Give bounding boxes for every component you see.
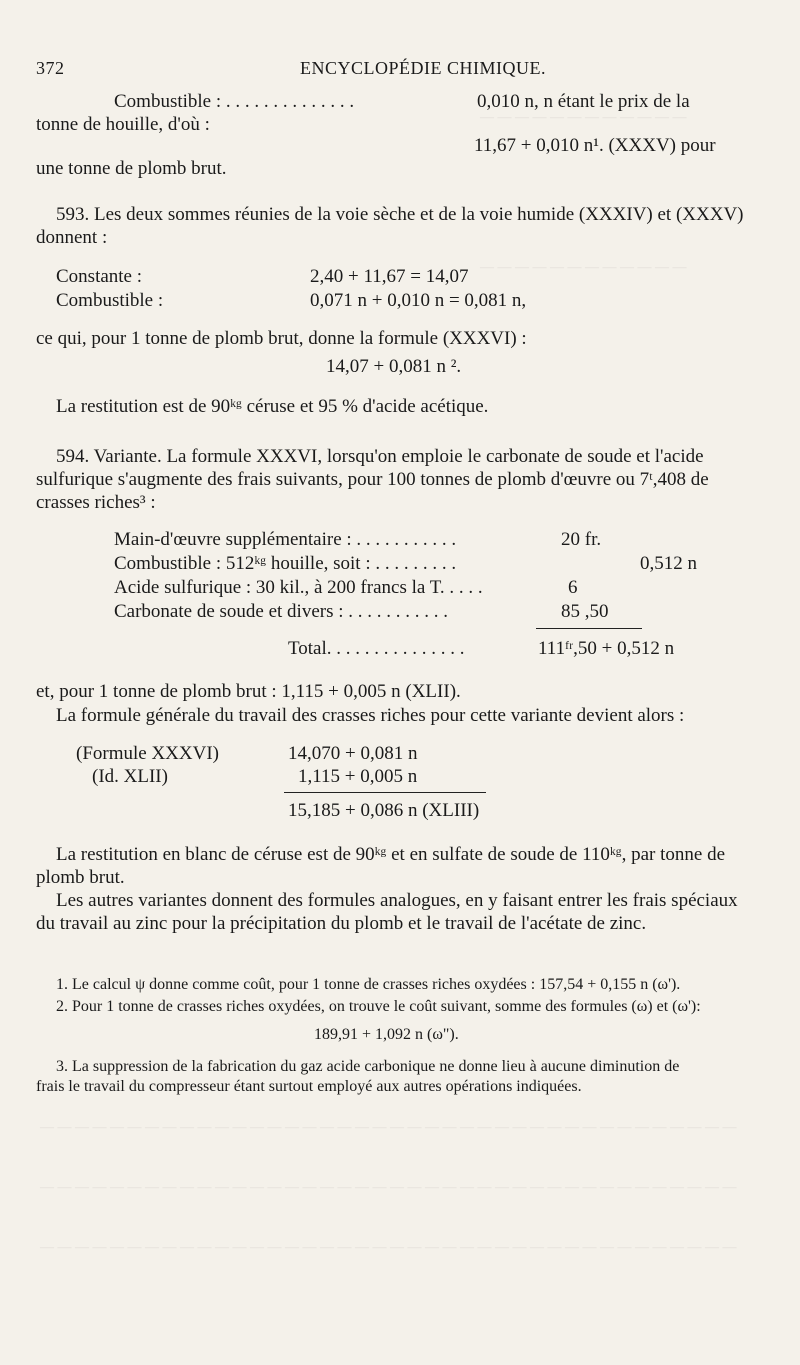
paragraph-594-line7: plomb brut. [36, 867, 125, 888]
cost-item-label: Acide sulfurique : 30 kil., à 200 francs la T. . . . . [114, 577, 483, 598]
paragraph-594-line5: La formule générale du travail des crasses riches pour cette variante devient alors : [56, 705, 685, 726]
footnote-3-line1: 3. La suppression de la fabrication du gaz acide carbonique ne donne lieu à aucune diminution de [56, 1058, 680, 1075]
formula-row-value: 1,115 + 0,005 n [298, 766, 418, 787]
paragraph-593-line2: donnent : [36, 227, 108, 248]
constante-value: 2,40 + 11,67 = 14,07 [310, 266, 469, 287]
cost-item-value: 85 ,50 [561, 601, 609, 622]
formula-xliii: 15,185 + 0,086 n (XLIII) [288, 800, 480, 821]
cost-item-label: Carbonate de soude et divers : . . . . . . . . . . . [114, 601, 449, 622]
running-title: ENCYCLOPÉDIE CHIMIQUE. [300, 58, 546, 78]
total-rule [536, 628, 642, 629]
cost-item-label: Main-d'œuvre supplémentaire : . . . . . . . . . . . [114, 529, 457, 550]
paragraph-594-line6: La restitution en blanc de céruse est de 90ᵏᵍ et en sulfate de soude de 110ᵏᵍ, par tonne de [56, 844, 726, 865]
footnote-1: 1. Le calcul ψ donne comme coût, pour 1 tonne de crasses riches oxydées : 157,54 + 0,155 n (ω'). [56, 976, 681, 993]
constante-label: Constante : [56, 266, 143, 287]
formula-row-label: (Formule XXXVI) [76, 743, 220, 764]
formula-sum-rule [284, 792, 486, 793]
footnote-3-line2: frais le travail du compresseur étant surtout employé aux autres opérations indiquées. [36, 1078, 582, 1095]
paragraph-593-line1: 593. Les deux sommes réunies de la voie sèche et de la voie humide (XXXIV) et (XXXV) [56, 204, 744, 225]
formula-row-value: 14,070 + 0,081 n [288, 743, 418, 764]
total-value: 111ᶠʳ,50 + 0,512 n [538, 638, 675, 659]
cost-item-value: 20 fr. [561, 529, 602, 550]
paragraph-594-line3: crasses riches³ : [36, 492, 156, 513]
combustible-line: Combustible : . . . . . . . . . . . . . . [114, 91, 355, 112]
bleed-through-text: — — — — — — — — — — — — — — — — — — — — — — — — — — — — — — — — — — — — — — — — [40, 1180, 737, 1195]
page-number: 372 [36, 58, 65, 78]
combustible-value: 0,010 n, n étant le prix de la [477, 91, 690, 112]
restitution-593: La restitution est de 90ᵏᵍ céruse et 95 % d'acide acétique. [56, 396, 489, 417]
paragraph-594-line4: et, pour 1 tonne de plomb brut : 1,115 + 0,005 n (XLII). [36, 681, 461, 702]
cost-item-value: 0,512 n [640, 553, 697, 574]
paragraph-594-line1: 594. Variante. La formule XXXVI, lorsqu'on emploie le carbonate de soude et l'acide [56, 446, 704, 467]
formula-row-label: (Id. XLII) [92, 766, 168, 787]
bleed-through-text: — — — — — — — — — — — — — — — — — — — — — — — — — — — — — — — — — — — — — — — — [40, 1120, 737, 1135]
paragraph-594-line9: du travail au zinc pour la précipitation du plomb et le travail de l'acétate de zinc. [36, 913, 647, 934]
bleed-through-text: — — — — — — — — — — — — [480, 110, 687, 125]
combustible-label: Combustible : [56, 290, 164, 311]
footnote-2: 2. Pour 1 tonne de crasses riches oxydées, on trouve le coût suivant, somme des formules (ω) et (ω'): [56, 998, 701, 1015]
cost-item-value: 6 [568, 577, 578, 598]
formula-xxxvi: 14,07 + 0,081 n ². [326, 356, 462, 377]
total-label: Total. . . . . . . . . . . . . . . [288, 638, 465, 659]
formula-xxxv: 11,67 + 0,010 n¹. (XXXV) pour [474, 135, 716, 156]
cost-item-label: Combustible : 512ᵏᵍ houille, soit : . . . . . . . . . [114, 553, 457, 574]
paragraph-594-line8: Les autres variantes donnent des formules analogues, en y faisant entrer les frais spéciaux [56, 890, 738, 911]
bleed-through-text: — — — — — — — — — — — — [480, 260, 687, 275]
footnote-2-formula: 189,91 + 1,092 n (ω"). [314, 1026, 459, 1043]
combustible-sum: 0,071 n + 0,010 n = 0,081 n, [310, 290, 527, 311]
brut-line: une tonne de plomb brut. [36, 158, 227, 179]
tonne-line: tonne de houille, d'où : [36, 114, 210, 135]
paragraph-593-line3: ce qui, pour 1 tonne de plomb brut, donne la formule (XXXVI) : [36, 328, 527, 349]
bleed-through-text: — — — — — — — — — — — — — — — — — — — — — — — — — — — — — — — — — — — — — — — — [40, 1240, 737, 1255]
paragraph-594-line2: sulfurique s'augmente des frais suivants, pour 100 tonnes de plomb d'œuvre ou 7ᵗ,408 de [36, 469, 709, 490]
